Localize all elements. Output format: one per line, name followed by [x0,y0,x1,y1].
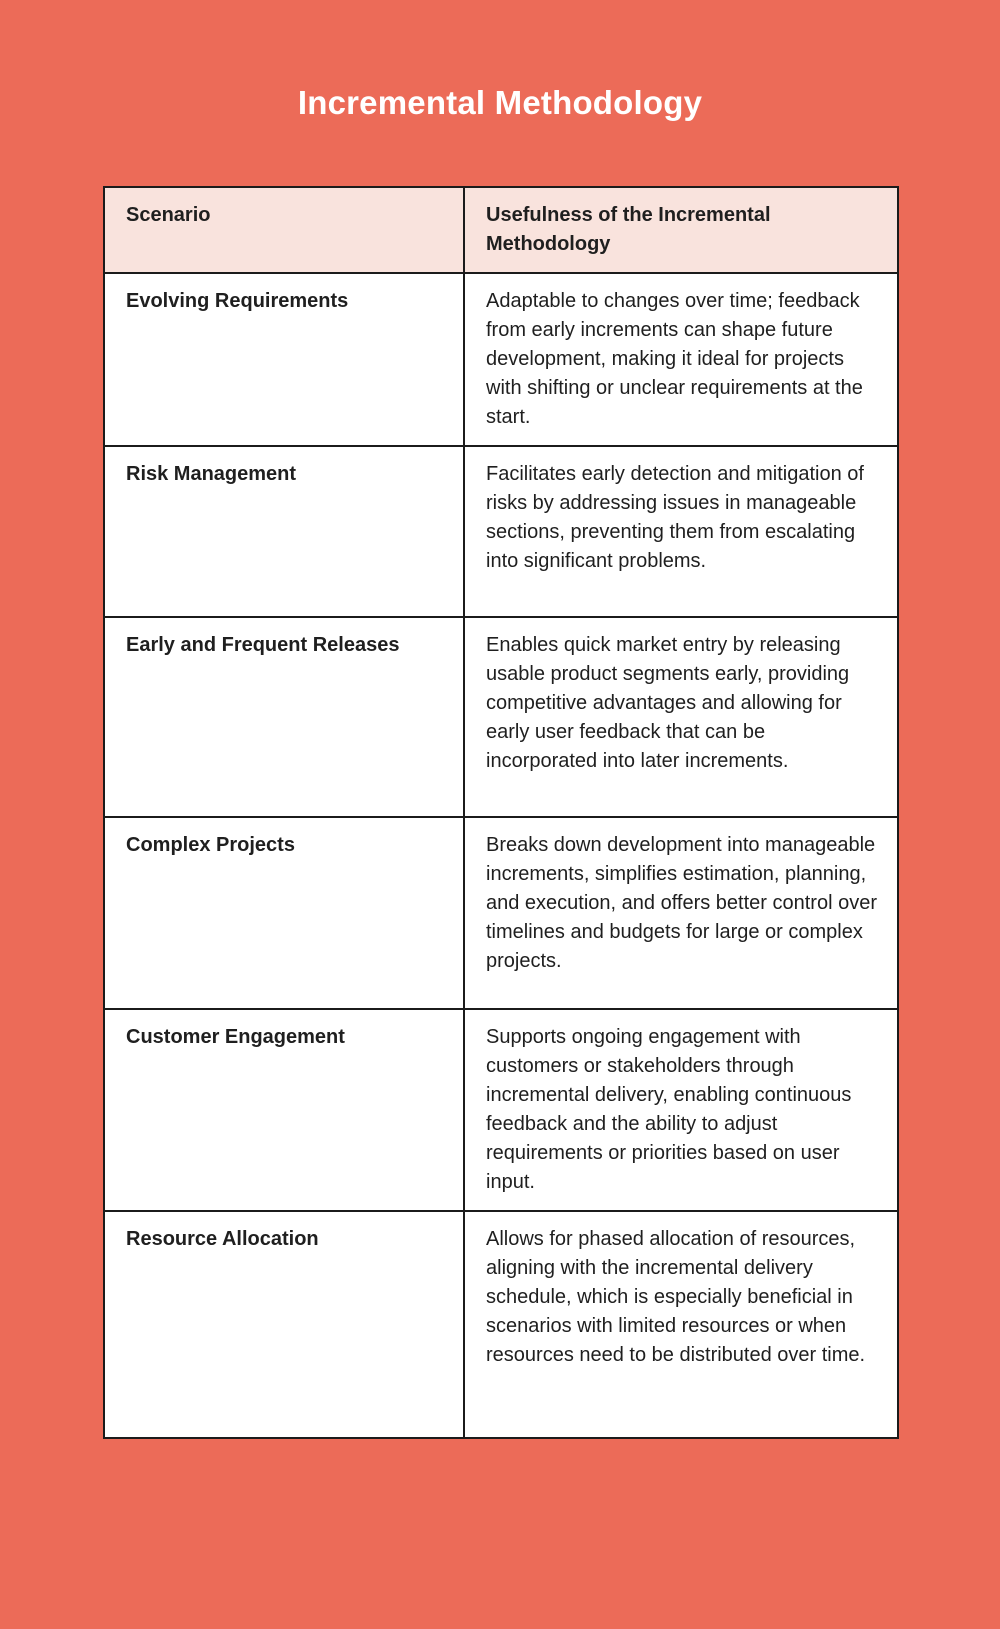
usefulness-cell: Breaks down development into manageable increments, simplifies estimation, planning, and execution, and offers better control over timelines and budgets for large or complex projects. [464,817,898,1009]
scenario-cell: Customer Engagement [104,1009,464,1211]
table-row [104,1009,898,1211]
usefulness-cell: Facilitates early detection and mitigation of risks by addressing issues in manageable sections, preventing them from escalating into significant problems. [464,446,898,617]
scenario-cell: Evolving Requirements [104,273,464,446]
table-row [104,446,898,617]
table-row [104,273,898,446]
scenario-cell: Risk Management [104,446,464,617]
usefulness-cell: Supports ongoing engagement with customers or stakeholders through incremental delivery, enabling continuous feedback and the ability to adjust requirements or priorities based on user input. [464,1009,898,1211]
column-header-scenario: Scenario [104,187,464,273]
page-title: Incremental Methodology [297,84,703,121]
scenario-cell: Early and Frequent Releases [104,617,464,817]
table-row [104,1211,898,1438]
scenarios-table [103,186,899,1439]
usefulness-cell: Enables quick market entry by releasing usable product segments early, providing competitive advantages and allowing for early user feedback that can be incorporated into later increments. [464,617,898,817]
scenario-cell: Complex Projects [104,817,464,1009]
column-header-usefulness: Usefulness of the Incremental Methodology [464,187,898,273]
scenario-cell: Resource Allocation [104,1211,464,1438]
table-header-row [104,187,898,273]
table-row [104,817,898,1009]
page [0,83,1000,1629]
table-row [104,617,898,817]
usefulness-cell: Adaptable to changes over time; feedback from early increments can shape future development, making it ideal for projects with shifting or unclear requirements at the start. [464,273,898,446]
usefulness-cell: Allows for phased allocation of resources, aligning with the incremental delivery schedule, which is especially beneficial in scenarios with limited resources or when resources need to be distributed over time. [464,1211,898,1438]
